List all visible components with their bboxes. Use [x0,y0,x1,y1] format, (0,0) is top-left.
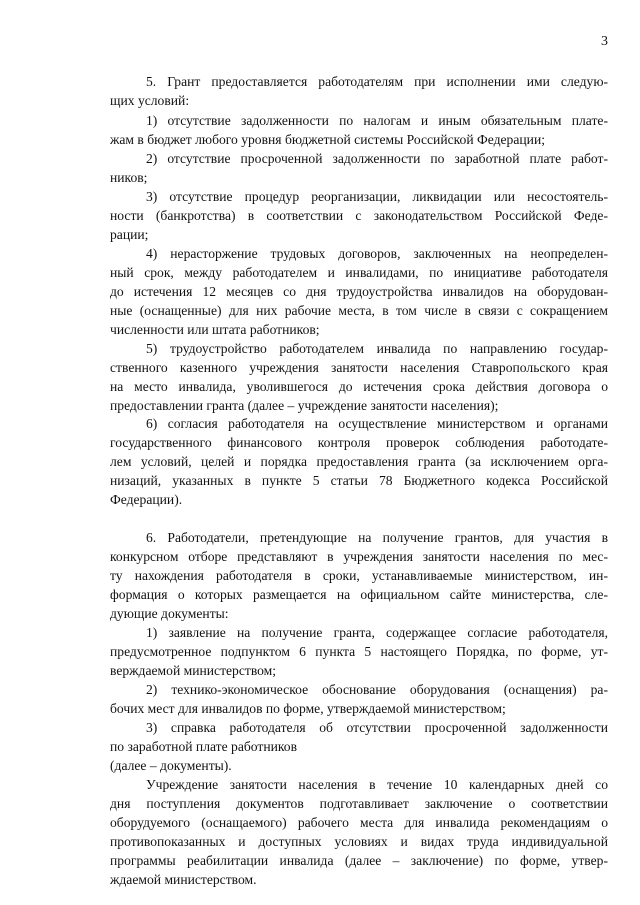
text-line: (далее – документы). [110,758,232,773]
text-line: по заработной плате работников [110,739,298,754]
text-line: 6) согласия работодателя на осуществление министерством и органами [146,416,608,431]
text-line: ников; [110,170,148,185]
text-line: 5. Грант предоставляется работодателям при исполнении ими следую- [146,74,608,89]
text-line: ждаемой министерством. [110,872,257,887]
text-line: ности (банкротства) в соответствии с законодательством Российской Феде- [110,208,608,223]
text-line: предоставлении гранта (далее – учреждение занятости населения); [110,398,499,413]
text-line: программы реабилитации инвалида (далее – заключение) по форме, утвер- [110,853,608,868]
text-line: 5) трудоустройство работодателем инвалида по направлению государ- [146,341,608,356]
text-line: на место инвалида, уволившегося до истечения срока действия договора о [110,379,608,394]
text-line: 2) отсутствие просроченной задолженности по заработной плате работ- [146,151,608,166]
text-line: ные (оснащенные) для них рабочие места, в том числе в связи с сокращением [110,303,608,318]
text-line: 2) технико-экономическое обоснование оборудования (оснащения) ра- [146,682,608,697]
text-line: 1) заявление на получение гранта, содержащее согласие работодателя, [146,625,608,640]
text-line: 1) отсутствие задолженности по налогам и иным обязательным плате- [146,113,608,128]
text-line: ту нахождения работодателя в сроки, устанавливаемые министерством, ин- [110,568,608,583]
text-line: щих условий: [110,93,190,108]
text-line: конкурсном отборе представляют в учреждения занятости населения по мес- [110,549,608,564]
text-line: рации; [110,227,149,242]
text-line: лем условий, целей и порядка предоставления гранта (за исключением орга- [110,454,608,469]
text-line: бочих мест для инвалидов по форме, утверждаемой министерством; [110,701,506,716]
text-line: государственного финансового контроля проверок соблюдения работодате- [110,435,608,450]
text-line: противопоказанных и доступных условиях и видах труда индивидуальной [110,834,608,849]
text-line: дня поступления документов подготавливает заключение о соответствии [110,796,608,811]
text-line: численности или штата работников; [110,322,320,337]
text-line: жам в бюджет любого уровня бюджетной системы Российской Федерации; [110,132,545,147]
text-line: предусмотренное подпунктом 6 пункта 5 настоящего Порядка, по форме, ут- [110,644,608,659]
text-line: до истечения 12 месяцев со дня трудоустройства инвалидов на оборудован- [110,284,608,299]
text-line: Учреждение занятости населения в течение 10 календарных дней со [146,777,608,792]
text-line: оборудуемого (оснащаемого) рабочего места для инвалида рекомендациям о [110,815,608,830]
page-number: 3 [601,34,608,49]
text-line: ственного казенного учреждения занятости населения Ставропольского края [110,360,608,375]
text-line: формация о которых размещается на официальном сайте министерства, сле- [110,587,608,602]
text-line: 4) нерасторжение трудовых договоров, заключенных на неопределен- [146,246,608,261]
text-line: низаций, указанных в пункте 5 статьи 78 Бюджетного кодекса Российской [110,473,608,488]
text-line: верждаемой министерством; [110,663,277,678]
text-line: 3) справка работодателя об отсутствии просроченной задолженности [146,720,608,735]
text-line: 3) отсутствие процедур реорганизации, ликвидации или несостоятель- [146,189,608,204]
text-line: ный срок, между работодателем и инвалидами, по инициативе работодателя [110,265,608,280]
text-line: Федерации). [110,492,183,507]
text-line: дующие документы: [110,606,229,621]
text-line: 6. Работодатели, претендующие на получение грантов, для участия в [146,530,608,545]
